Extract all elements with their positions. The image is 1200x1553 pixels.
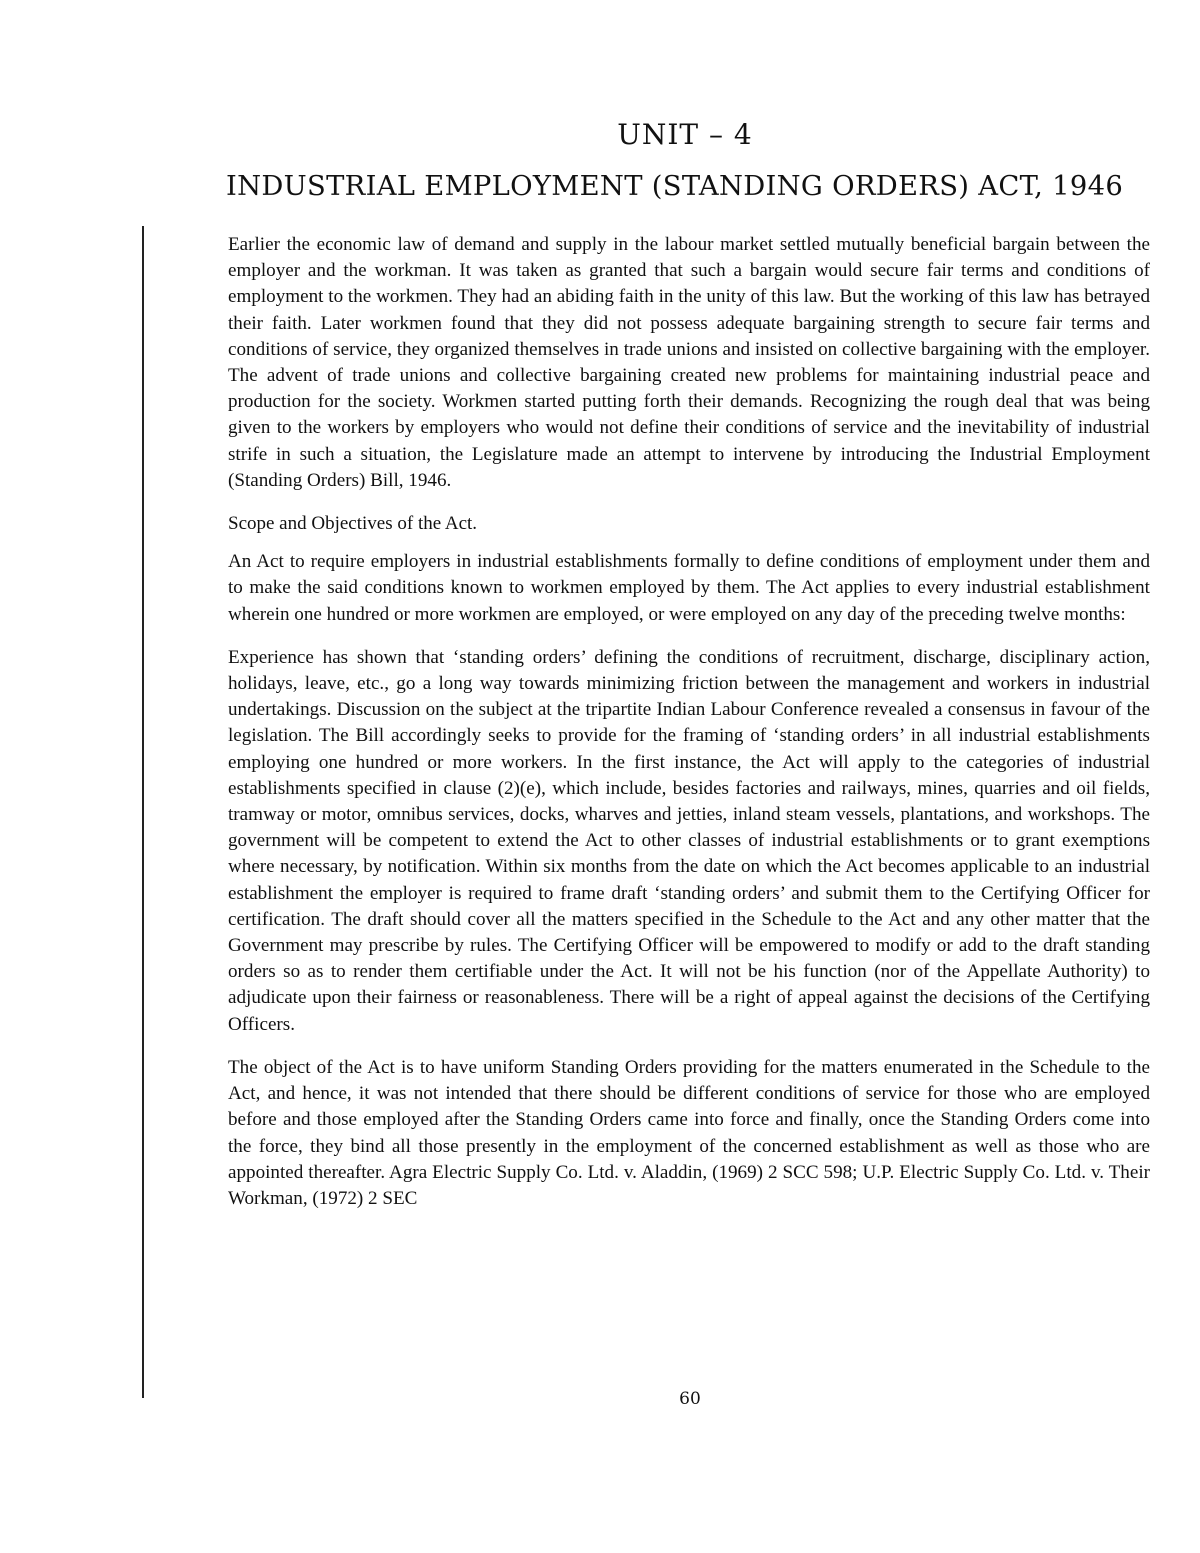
margin-rule bbox=[142, 226, 144, 1398]
intro-paragraph: Earlier the economic law of demand and supply in the labour market settled mutually beneficial bargain between the employer and the workman. It was taken as granted that such a bargain would secure fair terms and conditions of employment to the workmen. They had an abiding faith in the unity of this law. But the working of this law has betrayed their faith. Later workmen found that they did not possess adequate bargaining strength to secure fair terms and conditions of service, they organized themselves in trade unions and insisted on collective bargaining with the employer. The advent of trade unions and collective bargaining created new problems for maintaining industrial peace and production for the society. Workmen started putting forth their demands. Recognizing the rough deal that was being given to the workers by employers who would not define their conditions of service and the inevitability of industrial strife in such a situation, the Legislature made an attempt to intervene by introducing the Industrial Employment (Standing Orders) Bill, 1946. bbox=[228, 234, 1150, 491]
scope-paragraph: An Act to require employers in industrial establishments formally to define conditions of employment under them and to make the said conditions known to workmen employed by them. The Act applies to every industrial establishment wherein one hundred or more workmen are employed, or were employed on any day of the preceding twelve months: bbox=[228, 551, 1150, 625]
experience-paragraph: Experience has shown that ‘standing orders’ defining the conditions of recruitment, discharge, disciplinary action, holidays, leave, etc., go a long way towards minimizing friction between the management and workers in industrial undertakings. Discussion on the subject at the tripartite Indian Labour Conference revealed a consensus in favour of the legislation. The Bill accordingly seeks to provide for the framing of ‘standing orders’ in all industrial establishments employing one hundred or more workers. In the first instance, the Act will apply to the categories of industrial establishments specified in clause (2)(e), which include, besides factories and railways, mines, quarries and oil fields, tramway or motor, omnibus services, docks, wharves and jetties, inland steam vessels, plantations, and workshops. The government will be competent to extend the Act to other classes of industrial establishments or to grant exemptions where necessary, by notification. Within six months from the date on which the Act becomes applicable to an industrial establishment the employer is required to frame draft ‘standing orders’ and submit them to the Certifying Officer for certification. The draft should cover all the matters specified in the Schedule to the Act and any other matter that the Government may prescribe by rules. The Certifying Officer will be empowered to modify or add to the draft standing orders so as to render them certifiable under the Act. It will not be his function (nor of the Appellate Authority) to adjudicate upon their fairness or reasonableness. There will be a right of appeal against the decisions of the Certifying Officers. bbox=[228, 646, 1150, 1035]
object-paragraph: The object of the Act is to have uniform Standing Orders providing for the matters enumerated in the Schedule to the Act, and hence, it was not intended that there should be different conditions of service for those who are employed before and those employed after the Standing Orders came into force and finally, once the Standing Orders come into the force, they bind all those presently in the employment of the concerned establishment as well as those who are appointed thereafter. Agra Electric Supply Co. Ltd. v. Aladdin, (1969) 2 SCC 598; U.P. Electric Supply Co. Ltd. v. Their Workman, (1972) 2 SEC bbox=[228, 1056, 1150, 1209]
unit-heading: UNIT – 4 bbox=[617, 118, 753, 151]
page-number: 60 bbox=[679, 1389, 701, 1409]
section-heading: Scope and Objectives of the Act. bbox=[228, 513, 478, 535]
document-body bbox=[228, 232, 1150, 1229]
act-title: INDUSTRIAL EMPLOYMENT (STANDING ORDERS) ACT, 1946 bbox=[226, 171, 1124, 202]
